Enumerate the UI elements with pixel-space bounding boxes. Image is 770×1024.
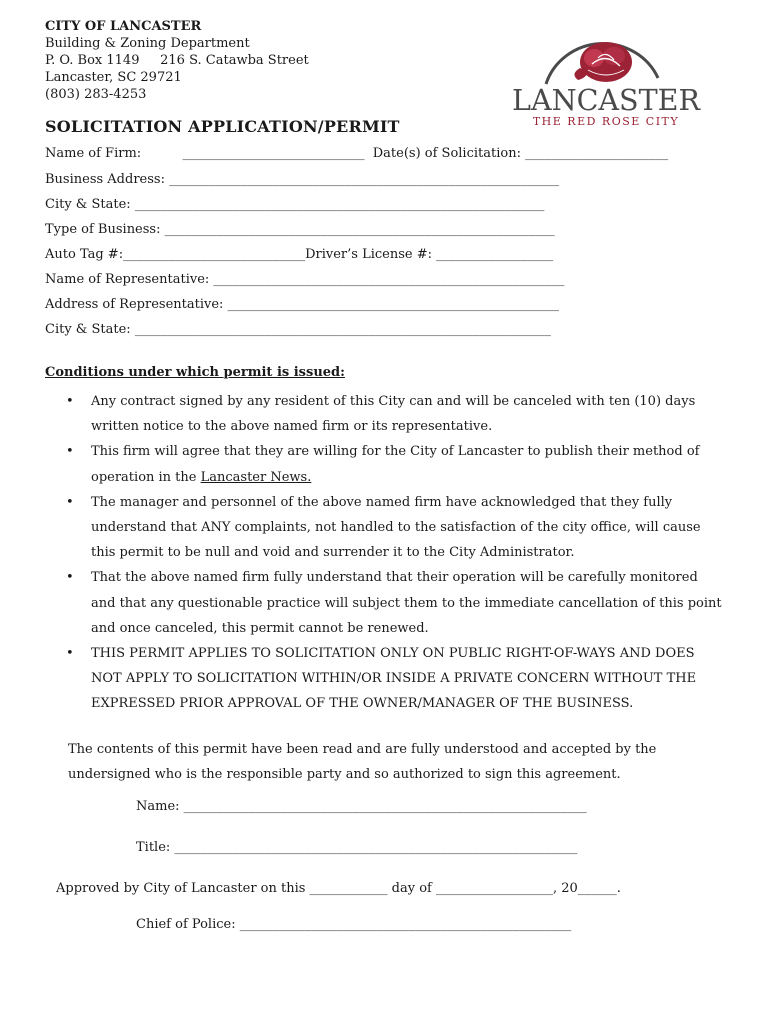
lancaster-logo	[508, 22, 704, 132]
condition-item: • The manager and personnel of the above named firm have acknowledged that they fully understand that ANY complaints, not handled to the satisfaction of the city office, will cause this permit to be null and void and surrender it to the City Administrator.	[45, 490, 725, 566]
bullet-icon: •	[66, 494, 74, 510]
condition-item: • THIS PERMIT APPLIES TO SOLICITATION ONLY ON PUBLIC RIGHT-OF-WAYS AND DOES NOT APPLY TO SOLICITATION WITHIN/OR INSIDE A PRIVATE CONCERN WITHOUT THE EXPRESSED PRIOR APPROVAL OF THE OWNER/MANAGER OF THE BUSINESS.	[45, 641, 725, 717]
mailing-address: P. O. Box 1149 216 S. Catawba Street	[45, 53, 309, 68]
phone-number: (803) 283-4253	[45, 87, 147, 102]
business-address-field[interactable]: Business Address: ____________________________________________________________	[45, 172, 560, 187]
approval-date-field[interactable]: Approved by City of Lancaster on this ____________ day of __________________, 20______.	[56, 881, 621, 896]
business-type-field[interactable]: Type of Business: ____________________________________________________________	[45, 222, 555, 237]
condition-item: • This firm will agree that they are willing for the City of Lancaster to publish their method of operation in the Lancaster News.	[45, 439, 725, 489]
org-name: CITY OF LANCASTER	[45, 19, 202, 34]
logo-wordmark: LANCASTER	[512, 83, 702, 117]
representative-address-field[interactable]: Address of Representative: ___________________________________________________	[45, 297, 560, 312]
page-title: SOLICITATION APPLICATION/PERMIT	[45, 117, 400, 136]
condition-item: • Any contract signed by any resident of this City can and will be canceled with ten (10) days written notice to the above named firm or its representative.	[45, 389, 725, 439]
signer-name-field[interactable]: Name: ______________________________________________________________	[136, 799, 587, 814]
conditions-list	[45, 389, 725, 717]
representative-name-field[interactable]: Name of Representative: ______________________________________________________	[45, 272, 565, 287]
condition-item: • That the above named firm fully understand that their operation will be carefully monitored and that any questionable practice will subject them to the immediate cancellation of this point and once canceled, this permit cannot be renewed.	[45, 565, 725, 641]
department-name: Building & Zoning Department	[45, 36, 250, 51]
city-state-field[interactable]: City & State: _______________________________________________________________	[45, 197, 545, 212]
acceptance-statement: The contents of this permit have been read and are fully understood and accepted by the undersigned who is the responsible party and so authorized to sign this agreement.	[68, 742, 657, 782]
bullet-icon: •	[66, 570, 74, 586]
chief-of-police-field[interactable]: Chief of Police: ___________________________________________________	[136, 917, 572, 932]
bullet-icon: •	[66, 394, 74, 409]
city-state-zip: Lancaster, SC 29721	[45, 70, 182, 85]
letterhead	[45, 18, 309, 103]
conditions-heading: Conditions under which permit is issued:	[45, 365, 345, 380]
lancaster-news-text: Lancaster News.	[200, 469, 312, 485]
representative-city-state-field[interactable]: City & State: ________________________________________________________________	[45, 322, 551, 337]
bullet-icon: •	[66, 444, 74, 460]
logo-tagline: THE RED ROSE CITY	[532, 115, 680, 128]
bullet-icon: •	[66, 646, 74, 662]
signer-title-field[interactable]: Title: ______________________________________________________________	[136, 840, 578, 855]
firm-and-dates-field[interactable]: Name of Firm: ____________________________ Date(s) of Solicitation: ______________________	[45, 146, 669, 161]
auto-tag-license-field[interactable]: Auto Tag #:____________________________Driver’s License #: __________________	[45, 247, 554, 262]
